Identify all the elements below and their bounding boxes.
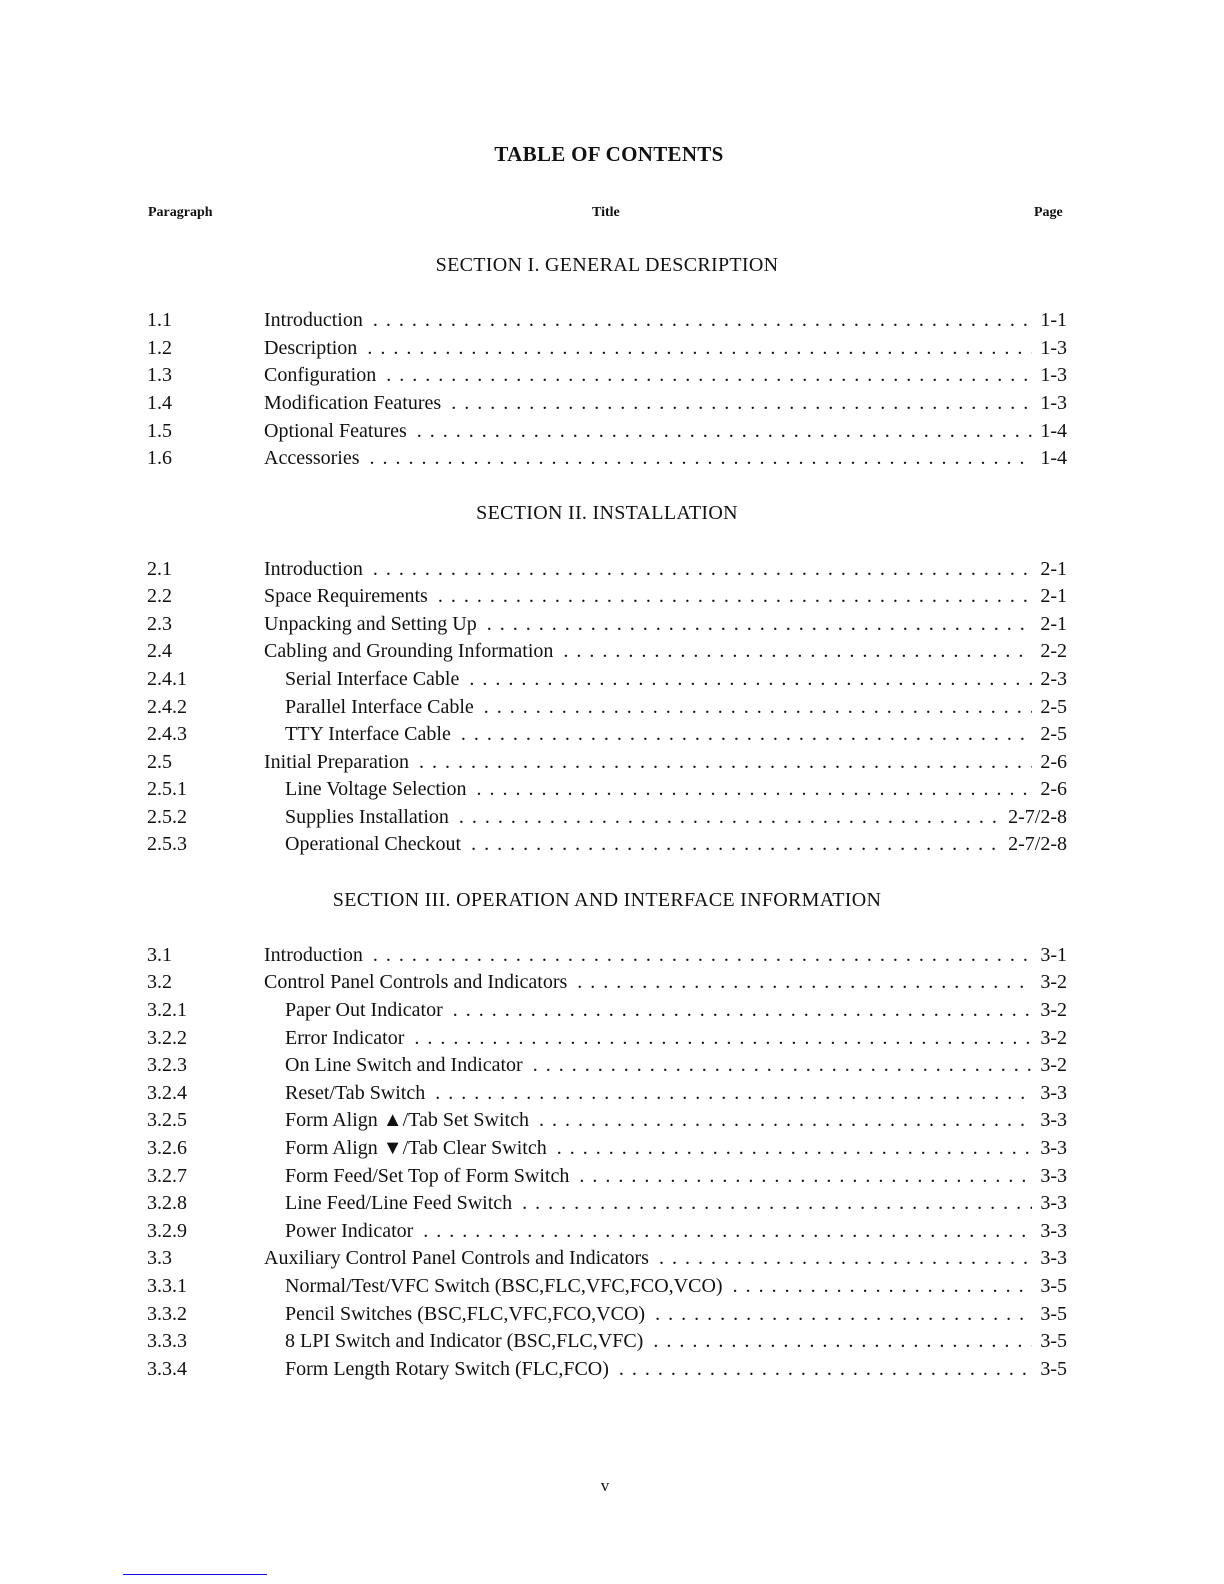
entry-title: Introduction (264, 309, 363, 332)
toc-entry[interactable] (147, 611, 1067, 639)
page-ref: 3-3 (1040, 1109, 1067, 1132)
toc-entry[interactable] (147, 362, 1067, 390)
dot-leader (419, 749, 1032, 777)
page-ref: 2-5 (1040, 723, 1067, 746)
section-heading: SECTION II. INSTALLATION (476, 502, 738, 525)
column-header-paragraph: Paragraph (148, 205, 213, 220)
dot-leader (461, 721, 1032, 749)
page-ref: 3-2 (1040, 1054, 1067, 1077)
dot-leader (522, 1190, 1032, 1218)
paragraph-number: 2.5 (147, 750, 172, 773)
entry-title: Operational Checkout (285, 833, 462, 856)
entry-title: Parallel Interface Cable (285, 695, 474, 718)
dot-leader (577, 969, 1032, 997)
toc-entry[interactable] (147, 694, 1067, 722)
paragraph-number: 1.6 (147, 447, 172, 470)
page-ref: 3-2 (1040, 971, 1067, 994)
page-ref: 2-1 (1040, 557, 1067, 580)
entry-title: Serial Interface Cable (285, 667, 460, 690)
toc-entry[interactable] (147, 1107, 1067, 1135)
paragraph-number: 3.2.1 (147, 999, 187, 1022)
toc-entry[interactable] (147, 804, 1067, 832)
toc-entry[interactable] (147, 307, 1067, 335)
entry-title: Cabling and Grounding Information (264, 640, 554, 663)
page-ref: 2-7/2-8 (1008, 805, 1067, 828)
dot-leader (539, 1107, 1032, 1135)
dot-leader (417, 418, 1033, 446)
page-ref: 3-2 (1040, 999, 1067, 1022)
dot-leader (471, 831, 1000, 859)
page-ref: 3-3 (1040, 1164, 1067, 1187)
toc-entry[interactable] (147, 997, 1067, 1025)
page-ref: 2-6 (1040, 750, 1067, 773)
paragraph-number: 3.3.4 (147, 1357, 187, 1380)
section-spacer (147, 473, 1067, 501)
section-heading: SECTION III. OPERATION AND INTERFACE INFORMATION (332, 888, 882, 911)
page-ref: 2-3 (1040, 667, 1067, 690)
paragraph-number: 2.5.2 (147, 805, 187, 828)
toc-entry[interactable] (147, 1328, 1067, 1356)
entry-title: Paper Out Indicator (285, 999, 443, 1022)
page-ref: 1-3 (1040, 336, 1067, 359)
paragraph-number: 2.4.3 (147, 723, 187, 746)
dot-leader (533, 1052, 1033, 1080)
entry-title: Form Length Rotary Switch (FLC,FCO) (285, 1357, 609, 1380)
entry-title: Configuration (264, 364, 377, 387)
dot-leader (423, 1218, 1032, 1246)
paragraph-number: 3.2.4 (147, 1081, 187, 1104)
paragraph-number: 3.2.8 (147, 1192, 187, 1215)
page-ref: 2-2 (1040, 640, 1067, 663)
dot-leader (653, 1328, 1032, 1356)
entry-title: On Line Switch and Indicator (285, 1054, 523, 1077)
page-ref: 3-3 (1040, 1137, 1067, 1159)
section-heading: SECTION I. GENERAL DESCRIPTION (435, 254, 779, 276)
toc-entry[interactable] (147, 1025, 1067, 1053)
toc-entry[interactable] (147, 1218, 1067, 1246)
paragraph-number: 2.4 (147, 640, 172, 663)
dot-leader (469, 666, 1032, 694)
entry-title: Form Feed/Set Top of Form Switch (285, 1164, 570, 1187)
page-ref: 2-6 (1040, 778, 1067, 801)
page-ref: 3-5 (1040, 1357, 1067, 1380)
toc-entry[interactable] (147, 1301, 1067, 1329)
paragraph-number: 3.2.2 (147, 1026, 187, 1049)
entry-title: Introduction (264, 943, 363, 966)
toc-entry[interactable] (147, 969, 1067, 997)
dot-leader (451, 390, 1032, 418)
toc-entry[interactable] (147, 556, 1067, 584)
toc-entry[interactable] (147, 1245, 1067, 1273)
dot-leader (659, 1245, 1032, 1273)
toc-entry[interactable] (147, 831, 1067, 859)
entry-title: Modification Features (264, 391, 442, 414)
page-ref: 1-1 (1040, 309, 1067, 332)
paragraph-number: 3.2.9 (147, 1219, 187, 1242)
paragraph-number: 1.5 (147, 419, 172, 442)
page-ref: 3-5 (1040, 1330, 1067, 1353)
dot-leader (453, 997, 1033, 1025)
toc-entry[interactable] (147, 445, 1067, 473)
dot-leader (435, 1080, 1032, 1108)
entry-title: Pencil Switches (BSC,FLC,VFC,FCO,VCO) (285, 1302, 646, 1325)
dot-leader (563, 638, 1032, 666)
footer-rule (123, 1574, 267, 1575)
page-ref: 2-1 (1040, 612, 1067, 635)
paragraph-number: 1.3 (147, 364, 172, 387)
entry-title: Line Voltage Selection (285, 778, 467, 801)
dot-leader (487, 611, 1033, 639)
entry-title: 8 LPI Switch and Indicator (BSC,FLC,VFC) (285, 1330, 644, 1353)
paragraph-number: 3.3.2 (147, 1302, 187, 1325)
page-ref: 3-3 (1040, 1247, 1067, 1270)
paragraph-number: 2.1 (147, 557, 172, 580)
dot-leader (373, 307, 1032, 335)
toc-entry[interactable] (147, 390, 1067, 418)
page-ref: 1-4 (1040, 419, 1067, 442)
toc-entry[interactable] (147, 1190, 1067, 1218)
dot-leader (557, 1135, 1033, 1163)
paragraph-number: 3.2.5 (147, 1109, 187, 1132)
toc-entry[interactable] (147, 1273, 1067, 1301)
entry-title: Reset/Tab Switch (285, 1081, 426, 1104)
column-header-page: Page (1034, 205, 1063, 220)
paragraph-number: 1.2 (147, 336, 172, 359)
dot-leader (438, 583, 1032, 611)
page-ref: 1-4 (1040, 447, 1067, 470)
entry-title: Unpacking and Setting Up (264, 612, 477, 635)
toc-entry[interactable] (147, 583, 1067, 611)
toc-entry[interactable] (147, 1052, 1067, 1080)
entry-title: Line Feed/Line Feed Switch (285, 1192, 513, 1215)
dot-leader (373, 942, 1032, 970)
page-number: v (600, 1476, 610, 1495)
entry-title: Form Align ▲/Tab Set Switch (285, 1109, 529, 1132)
dot-leader (733, 1273, 1033, 1301)
dot-leader (619, 1356, 1032, 1384)
paragraph-number: 3.2.6 (147, 1137, 187, 1159)
toc-entry[interactable] (147, 749, 1067, 777)
toc-entry[interactable] (147, 776, 1067, 804)
dot-leader (367, 335, 1032, 363)
entry-title: Introduction (264, 557, 363, 580)
page-ref: 2-7/2-8 (1008, 833, 1067, 856)
column-header-title: Title (592, 205, 620, 220)
toc-entry[interactable] (147, 418, 1067, 446)
entry-title: Normal/Test/VFC Switch (BSC,FLC,VFC,FCO,VCO) (285, 1274, 723, 1297)
page-ref: 3-3 (1040, 1081, 1067, 1104)
entry-title: Auxiliary Control Panel Controls and Indicators (264, 1247, 649, 1270)
paragraph-number: 3.2.3 (147, 1054, 187, 1077)
entry-title: Space Requirements (264, 585, 428, 608)
paragraph-number: 3.3 (147, 1247, 172, 1270)
dot-leader (370, 445, 1033, 473)
paragraph-number: 3.3.1 (147, 1274, 187, 1297)
dot-leader (655, 1301, 1032, 1329)
toc-entry[interactable] (147, 638, 1067, 666)
paragraph-number: 3.2 (147, 971, 172, 994)
entry-title: Supplies Installation (285, 805, 449, 828)
dot-leader (414, 1025, 1032, 1053)
page-ref: 3-1 (1040, 943, 1067, 966)
toc-entry[interactable] (147, 1163, 1067, 1191)
paragraph-number: 3.2.7 (147, 1164, 187, 1187)
page-ref: 3-5 (1040, 1274, 1067, 1297)
table-of-contents (147, 252, 1067, 1411)
paragraph-number: 2.5.3 (147, 833, 187, 856)
entry-title: Form Align ▼/Tab Clear Switch (285, 1137, 547, 1159)
toc-entry[interactable] (147, 1080, 1067, 1108)
entry-title: Description (264, 336, 358, 359)
toc-entry[interactable] (147, 1356, 1067, 1384)
entry-title: TTY Interface Cable (285, 723, 451, 746)
dot-leader (386, 362, 1032, 390)
dot-leader (459, 804, 1000, 832)
paragraph-number: 2.3 (147, 612, 172, 635)
paragraph-number: 2.5.1 (147, 778, 187, 801)
paragraph-number: 3.1 (147, 943, 172, 966)
entry-title: Power Indicator (285, 1219, 414, 1242)
toc-entry[interactable] (147, 666, 1067, 694)
entry-title: Accessories (264, 447, 360, 470)
dot-leader (484, 694, 1033, 722)
page-ref: 3-5 (1040, 1302, 1067, 1325)
page-title: TABLE OF CONTENTS (494, 142, 724, 166)
paragraph-number: 1.4 (147, 391, 172, 414)
paragraph-number: 2.2 (147, 585, 172, 608)
page-ref: 2-1 (1040, 585, 1067, 608)
page-ref: 3-3 (1040, 1219, 1067, 1242)
toc-entry[interactable] (147, 721, 1067, 749)
section-spacer (147, 1383, 1067, 1411)
entry-title: Optional Features (264, 419, 407, 442)
toc-entry[interactable] (147, 1135, 1067, 1163)
toc-entry[interactable] (147, 942, 1067, 970)
paragraph-number: 1.1 (147, 309, 172, 332)
page-ref: 3-2 (1040, 1026, 1067, 1049)
page-ref: 3-3 (1040, 1192, 1067, 1215)
toc-entry[interactable] (147, 335, 1067, 363)
section-spacer (147, 859, 1067, 887)
page-ref: 1-3 (1040, 391, 1067, 414)
entry-title: Initial Preparation (264, 750, 409, 773)
entry-title: Error Indicator (285, 1026, 405, 1049)
dot-leader (476, 776, 1032, 804)
entry-title: Control Panel Controls and Indicators (264, 971, 568, 994)
dot-leader (373, 556, 1032, 584)
paragraph-number: 2.4.2 (147, 695, 187, 718)
dot-leader (579, 1163, 1032, 1191)
paragraph-number: 2.4.1 (147, 667, 187, 690)
page-ref: 1-3 (1040, 364, 1067, 387)
page-ref: 2-5 (1040, 695, 1067, 718)
paragraph-number: 3.3.3 (147, 1330, 187, 1353)
